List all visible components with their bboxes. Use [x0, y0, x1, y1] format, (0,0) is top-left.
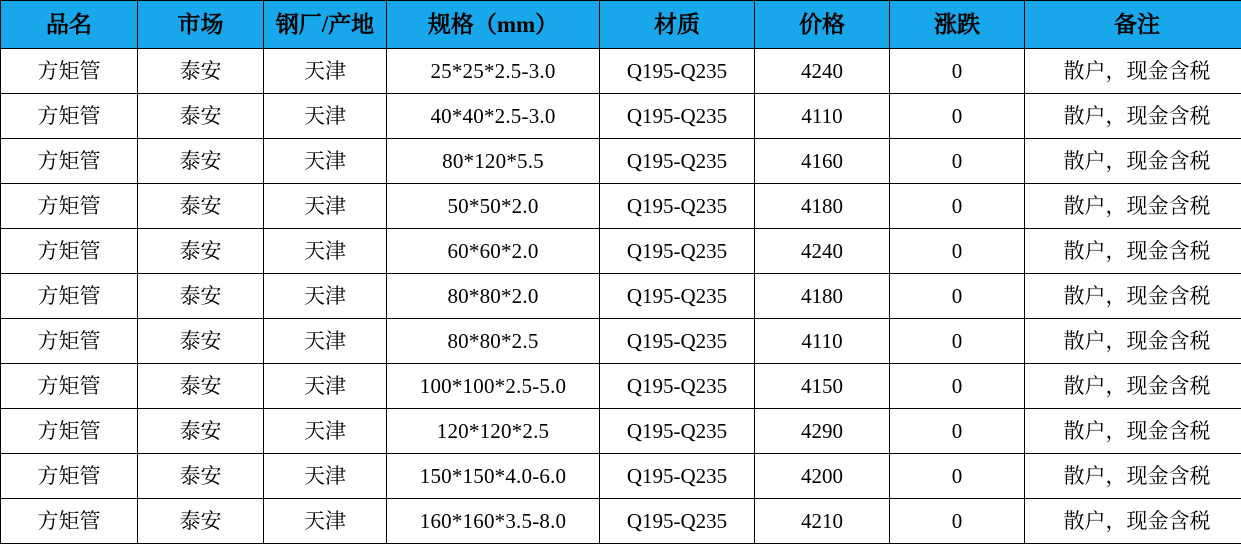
cell-material: Q195-Q235 — [600, 184, 755, 229]
cell-market: 泰安 — [138, 229, 264, 274]
cell-price: 4150 — [755, 364, 890, 409]
cell-price: 4160 — [755, 139, 890, 184]
column-header-product: 品名 — [1, 1, 138, 49]
cell-market: 泰安 — [138, 499, 264, 544]
cell-material: Q195-Q235 — [600, 274, 755, 319]
cell-change: 0 — [890, 364, 1025, 409]
cell-remark: 散户，现金含税 — [1025, 274, 1241, 319]
cell-change: 0 — [890, 409, 1025, 454]
cell-remark: 散户，现金含税 — [1025, 319, 1241, 364]
table-row — [1, 409, 1241, 454]
cell-spec: 50*50*2.0 — [387, 184, 600, 229]
cell-mill: 天津 — [264, 184, 387, 229]
cell-remark: 散户，现金含税 — [1025, 184, 1241, 229]
column-header-price: 价格 — [755, 1, 890, 49]
table-row — [1, 49, 1241, 94]
cell-change: 0 — [890, 274, 1025, 319]
cell-product: 方矩管 — [1, 139, 138, 184]
cell-market: 泰安 — [138, 274, 264, 319]
cell-material: Q195-Q235 — [600, 364, 755, 409]
cell-mill: 天津 — [264, 454, 387, 499]
cell-change: 0 — [890, 229, 1025, 274]
table-row — [1, 319, 1241, 364]
table-header-row — [1, 1, 1241, 49]
cell-spec: 160*160*3.5-8.0 — [387, 499, 600, 544]
cell-remark: 散户，现金含税 — [1025, 409, 1241, 454]
cell-remark: 散户，现金含税 — [1025, 454, 1241, 499]
column-header-spec: 规格（mm） — [387, 1, 600, 49]
cell-price: 4200 — [755, 454, 890, 499]
cell-market: 泰安 — [138, 94, 264, 139]
cell-spec: 40*40*2.5-3.0 — [387, 94, 600, 139]
cell-market: 泰安 — [138, 364, 264, 409]
cell-change: 0 — [890, 499, 1025, 544]
cell-product: 方矩管 — [1, 364, 138, 409]
cell-spec: 120*120*2.5 — [387, 409, 600, 454]
cell-product: 方矩管 — [1, 319, 138, 364]
cell-material: Q195-Q235 — [600, 229, 755, 274]
cell-remark: 散户，现金含税 — [1025, 364, 1241, 409]
column-header-material: 材质 — [600, 1, 755, 49]
cell-change: 0 — [890, 139, 1025, 184]
table-row — [1, 274, 1241, 319]
cell-market: 泰安 — [138, 49, 264, 94]
cell-remark: 散户，现金含税 — [1025, 49, 1241, 94]
cell-material: Q195-Q235 — [600, 454, 755, 499]
cell-price: 4110 — [755, 319, 890, 364]
table-row — [1, 499, 1241, 544]
cell-price: 4180 — [755, 184, 890, 229]
cell-change: 0 — [890, 319, 1025, 364]
cell-remark: 散户，现金含税 — [1025, 499, 1241, 544]
cell-material: Q195-Q235 — [600, 49, 755, 94]
cell-product: 方矩管 — [1, 49, 138, 94]
table-row — [1, 364, 1241, 409]
cell-mill: 天津 — [264, 409, 387, 454]
cell-material: Q195-Q235 — [600, 409, 755, 454]
cell-price: 4180 — [755, 274, 890, 319]
table-row — [1, 229, 1241, 274]
cell-spec: 150*150*4.0-6.0 — [387, 454, 600, 499]
table-row — [1, 184, 1241, 229]
cell-price: 4240 — [755, 49, 890, 94]
column-header-remark: 备注 — [1025, 1, 1241, 49]
cell-material: Q195-Q235 — [600, 139, 755, 184]
cell-market: 泰安 — [138, 319, 264, 364]
table-row — [1, 139, 1241, 184]
cell-product: 方矩管 — [1, 499, 138, 544]
cell-price: 4240 — [755, 229, 890, 274]
cell-change: 0 — [890, 49, 1025, 94]
cell-change: 0 — [890, 184, 1025, 229]
cell-material: Q195-Q235 — [600, 319, 755, 364]
column-header-change: 涨跌 — [890, 1, 1025, 49]
table-row — [1, 94, 1241, 139]
cell-spec: 80*80*2.0 — [387, 274, 600, 319]
cell-mill: 天津 — [264, 274, 387, 319]
cell-product: 方矩管 — [1, 184, 138, 229]
cell-spec: 100*100*2.5-5.0 — [387, 364, 600, 409]
cell-product: 方矩管 — [1, 94, 138, 139]
cell-mill: 天津 — [264, 499, 387, 544]
cell-spec: 25*25*2.5-3.0 — [387, 49, 600, 94]
cell-material: Q195-Q235 — [600, 94, 755, 139]
cell-mill: 天津 — [264, 364, 387, 409]
cell-product: 方矩管 — [1, 409, 138, 454]
cell-mill: 天津 — [264, 139, 387, 184]
cell-spec: 80*120*5.5 — [387, 139, 600, 184]
cell-material: Q195-Q235 — [600, 499, 755, 544]
cell-remark: 散户，现金含税 — [1025, 229, 1241, 274]
cell-change: 0 — [890, 454, 1025, 499]
cell-product: 方矩管 — [1, 229, 138, 274]
cell-mill: 天津 — [264, 319, 387, 364]
column-header-market: 市场 — [138, 1, 264, 49]
cell-product: 方矩管 — [1, 274, 138, 319]
cell-market: 泰安 — [138, 184, 264, 229]
cell-price: 4290 — [755, 409, 890, 454]
cell-market: 泰安 — [138, 139, 264, 184]
cell-mill: 天津 — [264, 229, 387, 274]
cell-spec: 80*80*2.5 — [387, 319, 600, 364]
cell-market: 泰安 — [138, 454, 264, 499]
table-body — [1, 49, 1241, 544]
cell-product: 方矩管 — [1, 454, 138, 499]
cell-mill: 天津 — [264, 94, 387, 139]
cell-remark: 散户，现金含税 — [1025, 94, 1241, 139]
cell-change: 0 — [890, 94, 1025, 139]
cell-price: 4110 — [755, 94, 890, 139]
cell-market: 泰安 — [138, 409, 264, 454]
column-header-mill: 钢厂/产地 — [264, 1, 387, 49]
cell-price: 4210 — [755, 499, 890, 544]
table-row — [1, 454, 1241, 499]
table-header — [1, 1, 1241, 49]
cell-mill: 天津 — [264, 49, 387, 94]
cell-remark: 散户，现金含税 — [1025, 139, 1241, 184]
cell-spec: 60*60*2.0 — [387, 229, 600, 274]
